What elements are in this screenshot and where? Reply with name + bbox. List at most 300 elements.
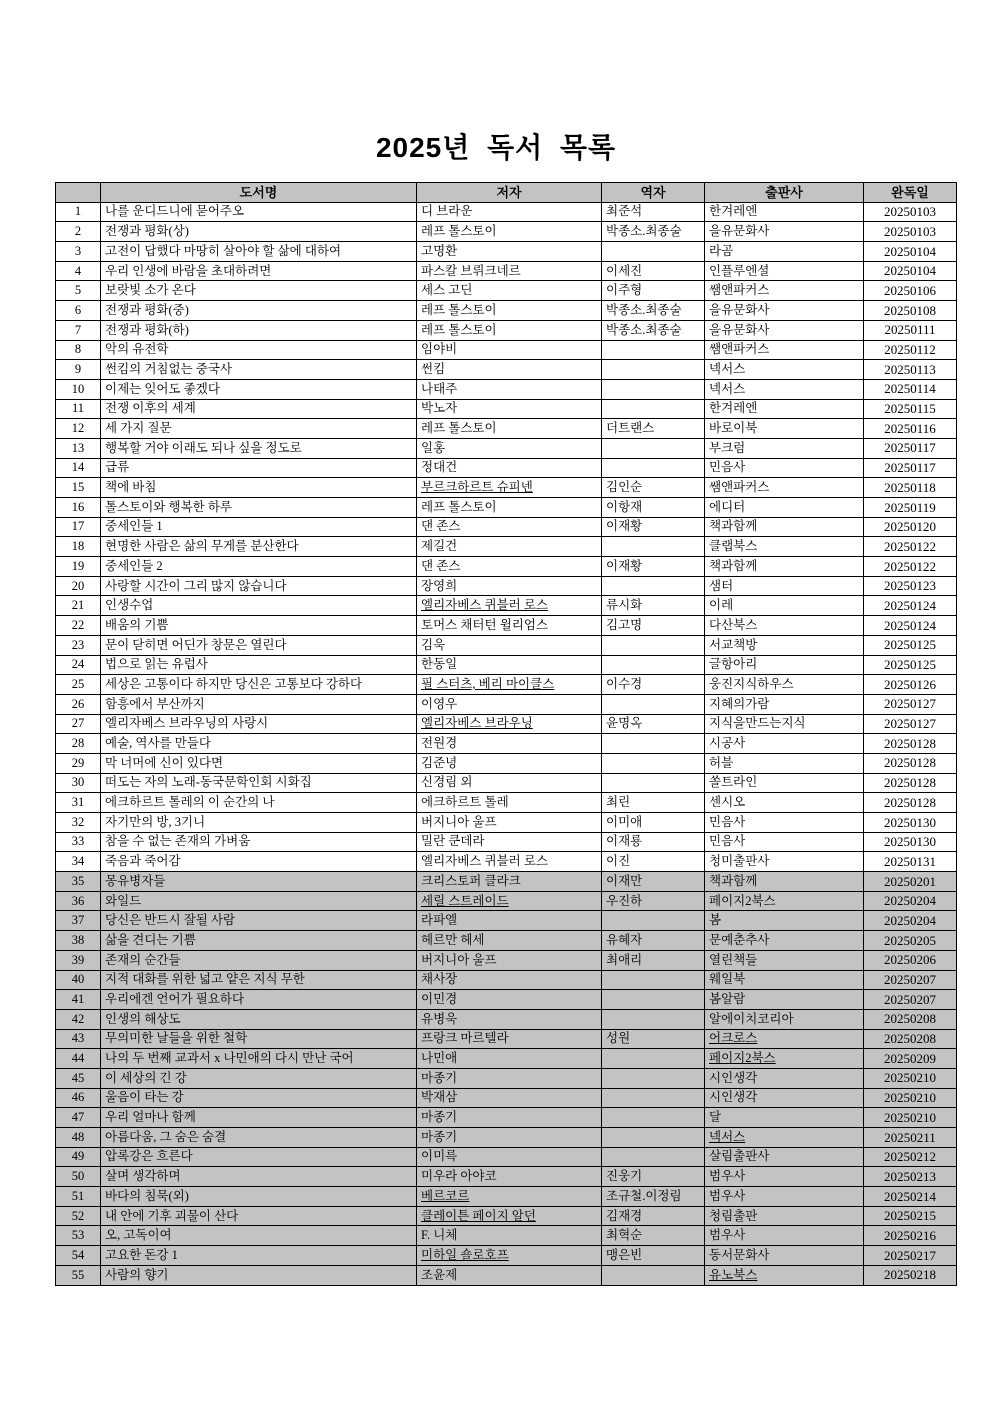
cell-publisher: 한겨레엔 [705,399,864,419]
table-row [56,793,957,813]
cell-book-title: 현명한 사람은 삶의 무게를 분산한다 [101,537,417,557]
cell-translator: 이재룡 [602,832,705,852]
cell-finish-date: 20250103 [864,202,957,222]
cell-translator: 이미애 [602,813,705,833]
cell-publisher: 문예춘추사 [705,931,864,951]
table-row [56,1187,957,1207]
cell-book-title: 중세인들 1 [101,517,417,537]
cell-translator: 진웅기 [602,1167,705,1187]
cell-book-title: 법으로 읽는 유럽사 [101,655,417,675]
cell-row-number: 3 [56,242,101,262]
cell-translator: 이주형 [602,281,705,301]
cell-row-number: 24 [56,655,101,675]
cell-publisher: 책과함께 [705,872,864,892]
cell-translator [602,773,705,793]
cell-author: 헤르만 헤세 [417,931,602,951]
cell-translator [602,1147,705,1167]
cell-author: 정대건 [417,458,602,478]
cell-book-title: 보랏빛 소가 온다 [101,281,417,301]
cell-publisher: 글항아리 [705,655,864,675]
cell-book-title: 우리에겐 언어가 필요하다 [101,990,417,1010]
cell-publisher: 인플루엔셜 [705,261,864,281]
cell-author: 레프 톨스토이 [417,301,602,321]
cell-publisher: 지혜의가람 [705,694,864,714]
cell-row-number: 28 [56,734,101,754]
cell-finish-date: 20250104 [864,242,957,262]
cell-publisher: 샘터 [705,576,864,596]
cell-book-title: 톨스토이와 행복한 하루 [101,498,417,518]
cell-finish-date: 20250108 [864,301,957,321]
cell-translator [602,1049,705,1069]
cell-translator: 김인순 [602,478,705,498]
cell-publisher: 시인생각 [705,1068,864,1088]
cell-row-number: 26 [56,694,101,714]
table-row [56,1265,957,1285]
cell-finish-date: 20250128 [864,734,957,754]
cell-row-number: 9 [56,360,101,380]
cell-finish-date: 20250124 [864,616,957,636]
cell-finish-date: 20250215 [864,1206,957,1226]
cell-finish-date: 20250103 [864,222,957,242]
cell-author: 레프 톨스토이 [417,222,602,242]
cell-translator [602,990,705,1010]
cell-row-number: 45 [56,1068,101,1088]
table-row [56,261,957,281]
cell-row-number: 30 [56,773,101,793]
cell-finish-date: 20250205 [864,931,957,951]
header-author: 저자 [417,183,602,203]
cell-publisher: 알에이치코리아 [705,1009,864,1029]
cell-translator: 박종소.최종술 [602,222,705,242]
cell-finish-date: 20250128 [864,793,957,813]
cell-translator: 이세진 [602,261,705,281]
cell-translator: 최애리 [602,950,705,970]
cell-author: 프랑크 마르텔라 [417,1029,602,1049]
table-row [56,655,957,675]
cell-publisher: 쌤앤파커스 [705,478,864,498]
cell-row-number: 7 [56,320,101,340]
cell-translator: 윤명옥 [602,714,705,734]
cell-author: 나민애 [417,1049,602,1069]
table-row [56,557,957,577]
cell-publisher: 한겨레엔 [705,202,864,222]
cell-author: 한동일 [417,655,602,675]
cell-row-number: 35 [56,872,101,892]
cell-book-title: 세 가지 질문 [101,419,417,439]
cell-book-title: 당신은 반드시 잘될 사람 [101,911,417,931]
cell-row-number: 11 [56,399,101,419]
cell-publisher: 민음사 [705,832,864,852]
cell-book-title: 예술, 역사를 만들다 [101,734,417,754]
cell-translator [602,970,705,990]
cell-author: 박노자 [417,399,602,419]
cell-finish-date: 20250131 [864,852,957,872]
cell-row-number: 18 [56,537,101,557]
cell-author: 파스칼 브뤼크네르 [417,261,602,281]
cell-author: 엘리자베스 퀴블러 로스 [417,596,602,616]
cell-publisher: 다산북스 [705,616,864,636]
cell-author: 레프 톨스토이 [417,419,602,439]
cell-row-number: 50 [56,1167,101,1187]
cell-translator [602,438,705,458]
cell-author: 고명환 [417,242,602,262]
cell-publisher: 웅진지식하우스 [705,675,864,695]
cell-publisher: 동서문화사 [705,1246,864,1266]
cell-translator: 최준석 [602,202,705,222]
table-row [56,458,957,478]
table-row [56,950,957,970]
cell-publisher: 에디터 [705,498,864,518]
cell-translator: 더트랜스 [602,419,705,439]
cell-finish-date: 20250117 [864,458,957,478]
cell-row-number: 31 [56,793,101,813]
cell-finish-date: 20250204 [864,911,957,931]
cell-finish-date: 20250111 [864,320,957,340]
cell-translator [602,537,705,557]
cell-publisher: 범우사 [705,1167,864,1187]
cell-finish-date: 20250126 [864,675,957,695]
cell-book-title: 엘리자베스 브라우닝의 사랑시 [101,714,417,734]
cell-translator [602,1108,705,1128]
table-row [56,576,957,596]
cell-row-number: 29 [56,753,101,773]
cell-author: 썬킴 [417,360,602,380]
cell-author: 조윤제 [417,1265,602,1285]
cell-finish-date: 20250124 [864,596,957,616]
table-row [56,773,957,793]
cell-row-number: 39 [56,950,101,970]
table-row [56,399,957,419]
cell-author: 레프 톨스토이 [417,498,602,518]
cell-author: 신경림 외 [417,773,602,793]
cell-translator [602,635,705,655]
table-row [56,1246,957,1266]
cell-author: 마종기 [417,1128,602,1148]
cell-row-number: 38 [56,931,101,951]
cell-book-title: 에크하르트 톨레의 이 순간의 나 [101,793,417,813]
table-row [56,1206,957,1226]
cell-translator: 맹은빈 [602,1246,705,1266]
cell-book-title: 몽유병자들 [101,872,417,892]
cell-finish-date: 20250115 [864,399,957,419]
table-row [56,517,957,537]
cell-row-number: 13 [56,438,101,458]
cell-book-title: 나를 운디드니에 묻어주오 [101,202,417,222]
cell-author: 댄 존스 [417,557,602,577]
table-row [56,734,957,754]
cell-book-title: 전쟁과 평화(상) [101,222,417,242]
cell-finish-date: 20250128 [864,753,957,773]
cell-finish-date: 20250120 [864,517,957,537]
cell-row-number: 23 [56,635,101,655]
cell-translator: 박종소.최종술 [602,320,705,340]
cell-book-title: 행복할 거야 이래도 되나 싶을 정도로 [101,438,417,458]
cell-book-title: 고요한 돈강 1 [101,1246,417,1266]
table-row [56,1009,957,1029]
table-row [56,222,957,242]
cell-publisher: 책과함께 [705,517,864,537]
cell-row-number: 25 [56,675,101,695]
cell-row-number: 20 [56,576,101,596]
cell-publisher: 쌤앤파커스 [705,281,864,301]
table-row [56,813,957,833]
reading-list-table [55,182,957,1286]
reading-table-body [56,202,957,1285]
cell-row-number: 32 [56,813,101,833]
cell-row-number: 46 [56,1088,101,1108]
cell-publisher: 민음사 [705,813,864,833]
cell-book-title: 떠도는 자의 노래-동국문학인회 시화집 [101,773,417,793]
cell-publisher: 센시오 [705,793,864,813]
cell-publisher: 시공사 [705,734,864,754]
cell-row-number: 27 [56,714,101,734]
table-row [56,202,957,222]
cell-book-title: 배움의 기쁨 [101,616,417,636]
cell-publisher: 허블 [705,753,864,773]
table-row [56,872,957,892]
cell-publisher: 서교책방 [705,635,864,655]
cell-author: 미우라 아야코 [417,1167,602,1187]
cell-translator: 이수경 [602,675,705,695]
cell-finish-date: 20250123 [864,576,957,596]
table-row [56,1108,957,1128]
cell-book-title: 이 세상의 긴 강 [101,1068,417,1088]
cell-publisher: 클랩북스 [705,537,864,557]
table-row [56,753,957,773]
cell-finish-date: 20250127 [864,694,957,714]
cell-finish-date: 20250208 [864,1009,957,1029]
cell-row-number: 54 [56,1246,101,1266]
cell-translator: 유혜자 [602,931,705,951]
cell-finish-date: 20250208 [864,1029,957,1049]
cell-publisher: 청림출판 [705,1206,864,1226]
cell-finish-date: 20250119 [864,498,957,518]
cell-publisher: 이레 [705,596,864,616]
cell-translator: 최혁순 [602,1226,705,1246]
cell-finish-date: 20250210 [864,1068,957,1088]
cell-finish-date: 20250112 [864,340,957,360]
cell-publisher: 을유문화사 [705,320,864,340]
cell-author: 유병욱 [417,1009,602,1029]
cell-finish-date: 20250128 [864,773,957,793]
cell-author: 채사장 [417,970,602,990]
cell-author: 클레이튼 페이지 알던 [417,1206,602,1226]
cell-translator [602,360,705,380]
table-row [56,438,957,458]
cell-author: F. 니체 [417,1226,602,1246]
cell-author: 마종기 [417,1108,602,1128]
cell-book-title: 지적 대화를 위한 넓고 얕은 지식 무한 [101,970,417,990]
table-row [56,714,957,734]
table-row [56,675,957,695]
cell-book-title: 아름다움, 그 숨은 숨결 [101,1128,417,1148]
cell-finish-date: 20250125 [864,655,957,675]
table-row [56,832,957,852]
cell-author: 장영희 [417,576,602,596]
cell-publisher: 쌤앤파커스 [705,340,864,360]
cell-author: 엘리자베스 퀴블러 로스 [417,852,602,872]
cell-publisher: 라곰 [705,242,864,262]
cell-row-number: 36 [56,891,101,911]
table-row [56,694,957,714]
table-row [56,1147,957,1167]
cell-author: 엘리자베스 브라우닝 [417,714,602,734]
cell-author: 마종기 [417,1068,602,1088]
table-row [56,360,957,380]
cell-publisher: 페이지2북스 [705,1049,864,1069]
cell-row-number: 8 [56,340,101,360]
cell-publisher: 범우사 [705,1187,864,1207]
table-row [56,419,957,439]
table-row [56,478,957,498]
cell-author: 나태주 [417,379,602,399]
cell-author: 버지니아 울프 [417,813,602,833]
cell-translator [602,753,705,773]
header-finish-date: 완독일 [864,183,957,203]
cell-row-number: 33 [56,832,101,852]
cell-translator [602,694,705,714]
cell-book-title: 중세인들 2 [101,557,417,577]
cell-book-title: 전쟁 이후의 세계 [101,399,417,419]
cell-row-number: 43 [56,1029,101,1049]
cell-book-title: 전쟁과 평화(하) [101,320,417,340]
cell-author: 크리스토퍼 클라크 [417,872,602,892]
cell-publisher: 지식을만드는지식 [705,714,864,734]
cell-row-number: 22 [56,616,101,636]
cell-finish-date: 20250114 [864,379,957,399]
cell-book-title: 압록강은 흐른다 [101,1147,417,1167]
table-row [56,635,957,655]
cell-translator [602,399,705,419]
cell-author: 필 스터츠, 베리 마이클스 [417,675,602,695]
cell-author: 제길건 [417,537,602,557]
table-row [56,852,957,872]
cell-row-number: 34 [56,852,101,872]
cell-finish-date: 20250130 [864,813,957,833]
cell-row-number: 16 [56,498,101,518]
cell-author: 미하일 숄로호프 [417,1246,602,1266]
cell-publisher: 어크로스 [705,1029,864,1049]
cell-publisher: 시인생각 [705,1088,864,1108]
cell-row-number: 47 [56,1108,101,1128]
cell-author: 세스 고딘 [417,281,602,301]
cell-translator [602,340,705,360]
table-row [56,1088,957,1108]
cell-book-title: 책에 바침 [101,478,417,498]
cell-row-number: 42 [56,1009,101,1029]
cell-translator: 이재황 [602,557,705,577]
page-title: 2025년 독서 목록 [375,132,617,163]
cell-translator [602,911,705,931]
table-row [56,242,957,262]
cell-finish-date: 20250214 [864,1187,957,1207]
table-row [56,931,957,951]
cell-finish-date: 20250125 [864,635,957,655]
cell-publisher: 청미출판사 [705,852,864,872]
table-row [56,379,957,399]
cell-publisher: 넥서스 [705,360,864,380]
cell-publisher: 책과함께 [705,557,864,577]
cell-finish-date: 20250118 [864,478,957,498]
cell-finish-date: 20250116 [864,419,957,439]
cell-translator [602,576,705,596]
cell-author: 라파엘 [417,911,602,931]
cell-row-number: 49 [56,1147,101,1167]
cell-finish-date: 20250211 [864,1128,957,1148]
cell-translator: 이재황 [602,517,705,537]
cell-row-number: 2 [56,222,101,242]
cell-author: 베르코르 [417,1187,602,1207]
cell-finish-date: 20250130 [864,832,957,852]
cell-finish-date: 20250209 [864,1049,957,1069]
cell-row-number: 10 [56,379,101,399]
cell-translator [602,1265,705,1285]
cell-publisher: 범우사 [705,1226,864,1246]
cell-finish-date: 20250106 [864,281,957,301]
cell-row-number: 15 [56,478,101,498]
cell-translator [602,1068,705,1088]
cell-author: 김욱 [417,635,602,655]
cell-finish-date: 20250204 [864,891,957,911]
cell-book-title: 함흥에서 부산까지 [101,694,417,714]
table-row [56,1068,957,1088]
cell-translator: 이항재 [602,498,705,518]
cell-finish-date: 20250213 [864,1167,957,1187]
cell-publisher: 바로이북 [705,419,864,439]
cell-book-title: 우리 인생에 바람을 초대하려면 [101,261,417,281]
cell-author: 전원경 [417,734,602,754]
cell-book-title: 나의 두 번째 교과서 x 나민애의 다시 만난 국어 [101,1049,417,1069]
cell-author: 일홍 [417,438,602,458]
cell-book-title: 이제는 잊어도 좋겠다 [101,379,417,399]
cell-publisher: 달 [705,1108,864,1128]
cell-translator: 최린 [602,793,705,813]
cell-publisher: 넥서스 [705,1128,864,1148]
cell-finish-date: 20250217 [864,1246,957,1266]
cell-translator [602,379,705,399]
cell-publisher: 넥서스 [705,379,864,399]
cell-finish-date: 20250207 [864,970,957,990]
cell-row-number: 12 [56,419,101,439]
table-row [56,616,957,636]
table-row [56,891,957,911]
table-row [56,911,957,931]
cell-book-title: 막 너머에 신이 있다면 [101,753,417,773]
header-translator: 역자 [602,183,705,203]
cell-row-number: 5 [56,281,101,301]
cell-finish-date: 20250212 [864,1147,957,1167]
cell-translator [602,458,705,478]
cell-author: 토머스 채터턴 윌리엄스 [417,616,602,636]
cell-finish-date: 20250122 [864,557,957,577]
cell-book-title: 사람의 향기 [101,1265,417,1285]
cell-book-title: 세상은 고통이다 하지만 당신은 고통보다 강하다 [101,675,417,695]
table-row [56,320,957,340]
cell-finish-date: 20250218 [864,1265,957,1285]
cell-book-title: 바다의 침묵(외) [101,1187,417,1207]
cell-book-title: 고전이 답했다 마땅히 살아야 할 삶에 대하여 [101,242,417,262]
cell-book-title: 와일드 [101,891,417,911]
cell-author: 이민경 [417,990,602,1010]
cell-publisher: 봄알람 [705,990,864,1010]
cell-author: 밀란 쿤데라 [417,832,602,852]
cell-book-title: 악의 유전학 [101,340,417,360]
cell-translator [602,242,705,262]
cell-row-number: 6 [56,301,101,321]
cell-book-title: 인생수업 [101,596,417,616]
cell-row-number: 52 [56,1206,101,1226]
cell-book-title: 참을 수 없는 존재의 가벼움 [101,832,417,852]
